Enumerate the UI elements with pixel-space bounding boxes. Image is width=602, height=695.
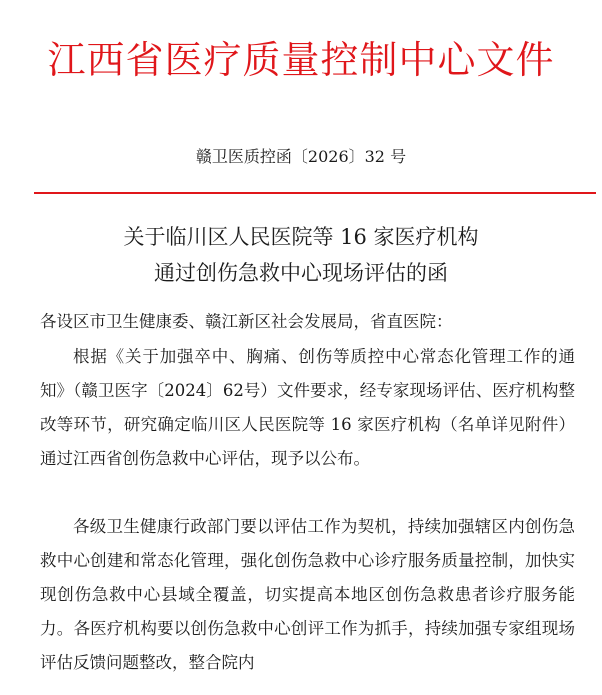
document-title-line-1: 关于临川区人民医院等 16 家医疗机构 — [123, 225, 479, 249]
red-divider-rule — [34, 192, 596, 194]
body-paragraph-1: 根据《关于加强卒中、胸痛、创伤等质控中心常态化管理工作的通知》（赣卫医字〔2024〕62号）文件要求，经专家现场评估、医疗机构整改等环节，研究确定临川区人民医院等 16 家医疗机构（名单详见附件）通过江西省创伤急救中心评估，现予以公布。 — [40, 347, 575, 468]
salutation: 各设区市卫生健康委、赣江新区社会发展局，省直医院： — [40, 312, 453, 331]
letterhead-title: 江西省医疗质量控制中心文件 — [47, 38, 555, 82]
document-title-line-2: 通过创伤急救中心现场评估的函 — [154, 261, 448, 285]
body-paragraph-2: 各级卫生健康行政部门要以评估工作为契机，持续加强辖区内创伤急救中心创建和常态化管理，强化创伤急救中心诊疗服务质量控制，加快实现创伤急救中心县域全覆盖，切实提高本地区创伤急救患者诊疗服务能力。各医疗机构要以创伤急救中心创评工作为抓手，持续加强专家组现场评估反馈问题整改，整合院内 — [40, 517, 575, 672]
document-number: 赣卫医质控函〔2026〕32 号 — [195, 147, 407, 166]
